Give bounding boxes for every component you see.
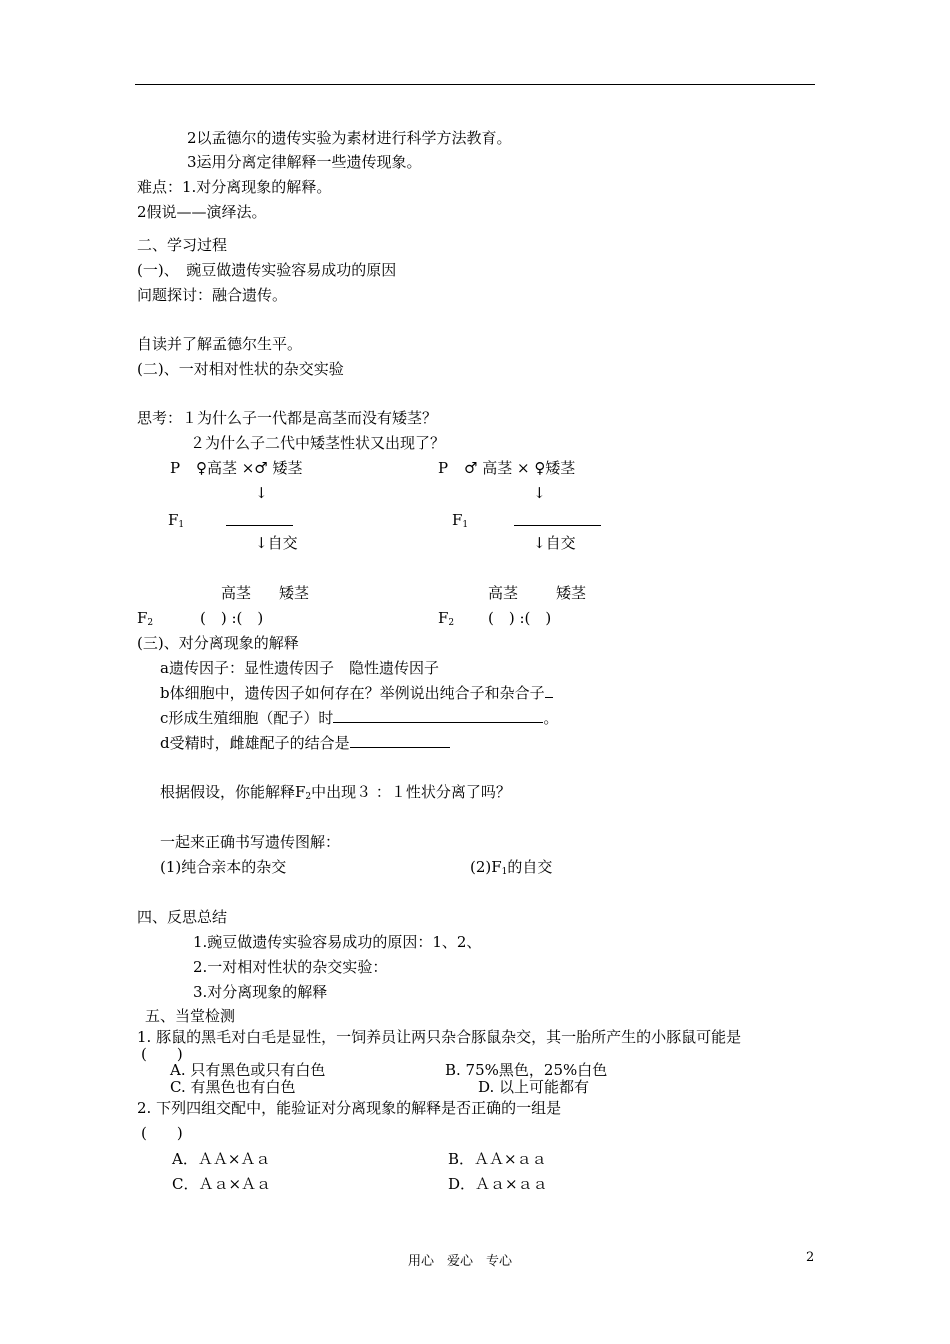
short-stem-label: 矮茎	[556, 584, 587, 602]
section2-part2: (二)、一对相对性状的杂交实验	[137, 360, 344, 378]
tall-stem-label: 高茎	[488, 584, 519, 602]
section2-discussion: 问题探讨：融合遗传。	[137, 286, 288, 304]
section2-heading: 二、学习过程	[137, 236, 228, 254]
hypothesis-question: 根据假设，你能解释$F_2$中出现３ ：１性状分离了吗？	[160, 783, 511, 802]
f1-label: $F_1$	[452, 511, 469, 530]
explanation-d: d受精时，雌雄配子的结合是	[160, 733, 450, 753]
b-answer-blank[interactable]	[545, 683, 553, 698]
c-answer-blank[interactable]	[333, 708, 543, 723]
section4-heading: 四、反思总结	[137, 908, 228, 926]
question-1-option-d[interactable]: D. 以上可能都有	[478, 1078, 590, 1096]
f2-ratio: ( ) :( )	[488, 609, 552, 627]
question-1: 1. 豚鼠的黑毛对白毛是显性，一饲养员让两只杂合豚鼠杂交，其一胎所产生的小豚鼠可能是	[137, 1028, 742, 1046]
short-stem-label: 矮茎	[279, 584, 310, 602]
think-question-2: ２为什么子二代中矮茎性状又出现了？	[190, 434, 446, 452]
footer-motto: 用心 爱心 专心	[408, 1254, 513, 1269]
p-parents: ♂ 高茎 × ♀矮茎	[464, 459, 576, 477]
genetic-diagram-prompt: 一起来正确书写遗传图解：	[160, 833, 341, 851]
arrow-down-icon: ↓	[255, 484, 268, 502]
think-question-1: 思考：１为什么子一代都是高茎而没有矮茎？	[137, 409, 438, 427]
diagram-item-1: (1)纯合亲本的杂交	[160, 858, 287, 876]
explanation-a: a遗传因子：显性遗传因子 隐性遗传因子	[160, 659, 439, 677]
self-cross-label: ↓自交	[255, 534, 298, 552]
f1-answer-blank[interactable]	[226, 511, 293, 526]
self-cross-label: ↓自交	[533, 534, 576, 552]
p-label: P	[438, 459, 449, 477]
question-2: 2. 下列四组交配中，能验证对分离现象的解释是否正确的一组是	[137, 1099, 562, 1117]
question-1-option-b[interactable]: B. 75%黑色，25%白色	[445, 1061, 608, 1079]
f2-label: $F_2$	[137, 609, 154, 628]
reflection-3: 3.对分离现象的解释	[193, 983, 328, 1001]
arrow-down-icon: ↓	[533, 484, 546, 502]
question-2-option-d[interactable]: D．Ａａ×ａａ	[448, 1175, 548, 1193]
question-2-answer-paren: ( )	[141, 1124, 183, 1142]
section3-heading: (三)、对分离现象的解释	[137, 634, 299, 652]
question-2-option-a[interactable]: A．ＡＡ×Ａａ	[172, 1150, 271, 1168]
p-label: P	[170, 459, 181, 477]
objective-3: 3运用分离定律解释一些遗传现象。	[187, 153, 422, 171]
difficulty-2: 2假说——演绎法。	[137, 203, 267, 221]
diagram-item-2: $(2)F_1$的自交	[470, 858, 553, 877]
explanation-b: b体细胞中，遗传因子如何存在？举例说出纯合子和杂合子	[160, 683, 553, 703]
explanation-c: c形成生殖细胞（配子）时 。	[160, 709, 559, 727]
question-1-option-a[interactable]: A. 只有黑色或只有白色	[170, 1061, 326, 1079]
question-1-option-c[interactable]: C. 有黑色也有白色	[170, 1078, 296, 1096]
question-2-option-b[interactable]: B．ＡＡ×ａａ	[448, 1150, 547, 1168]
page-number: 2	[806, 1250, 815, 1265]
question-2-option-c[interactable]: C．Ａａ×Ａａ	[172, 1175, 272, 1193]
d-answer-blank[interactable]	[350, 733, 450, 748]
f1-label: $F_1$	[168, 511, 185, 530]
tall-stem-label: 高茎	[221, 584, 252, 602]
section2-selfread: 自读并了解孟德尔生平。	[137, 335, 303, 353]
reflection-1: 1.豌豆做遗传实验容易成功的原因：1、2、	[193, 933, 482, 951]
question-1-answer-paren: ( )	[141, 1045, 183, 1063]
header-rule	[135, 84, 815, 85]
section2-part1: (一)、 豌豆做遗传实验容易成功的原因	[137, 261, 397, 279]
f1-answer-blank[interactable]	[514, 511, 601, 526]
section5-heading: 五、当堂检测	[145, 1007, 236, 1025]
f2-label: $F_2$	[438, 609, 455, 628]
p-parents: ♀高茎 ×♂ 矮茎	[196, 459, 303, 477]
objective-2: 2以孟德尔的遗传实验为素材进行科学方法教育。	[187, 129, 512, 147]
difficulty-1: 难点：1.对分离现象的解释。	[137, 178, 332, 196]
f2-ratio: ( ) :( )	[200, 609, 264, 627]
reflection-2: 2.一对相对性状的杂交实验：	[193, 958, 388, 976]
